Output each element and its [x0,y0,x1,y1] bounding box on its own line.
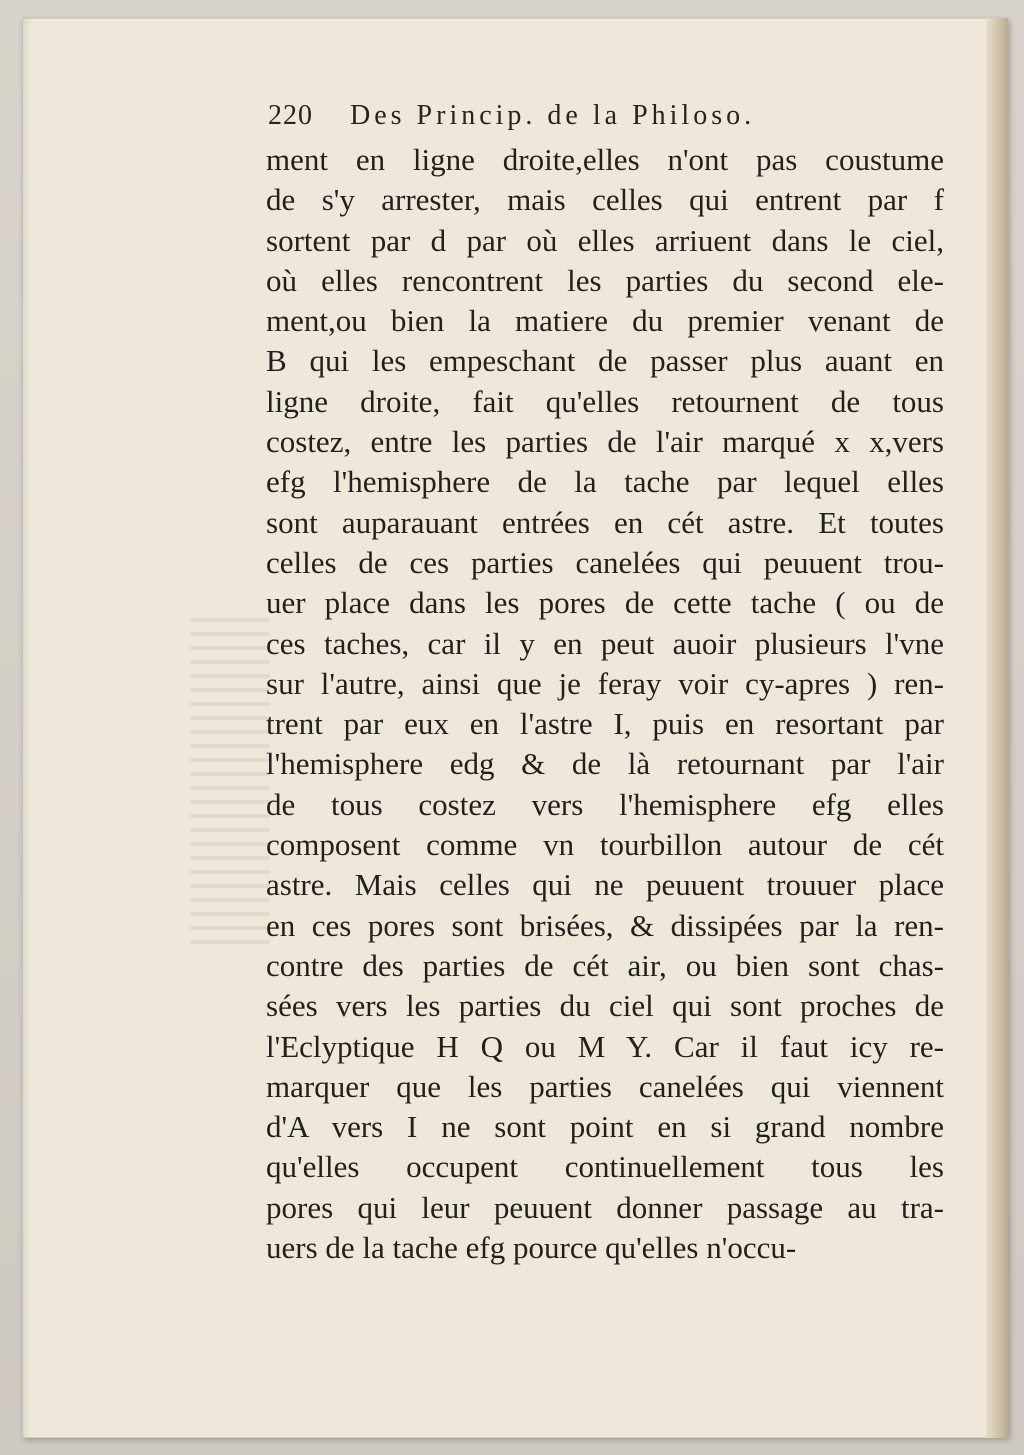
text-line: l'Eclyptique H Q ou M Y. Car il faut icy re- [266,1028,944,1064]
text-line: marquer que les parties canelées qui viennent [266,1068,944,1104]
body-text [266,140,944,1268]
page-edge [986,18,1008,1438]
show-through-marginalia [190,608,270,1128]
text-line: trent par eux en l'astre I, puis en resortant par [266,706,944,742]
text-line: costez, entre les parties de l'air marqué x x,vers [266,424,944,460]
running-title: Des Princip. de la Philoso. [350,100,756,131]
text-line: sées vers les parties du ciel qui sont proches de [266,988,944,1024]
text-line: où elles rencontrent les parties du second ele- [266,262,944,298]
text-line: ment,ou bien la matiere du premier venant de [266,303,944,339]
text-line: celles de ces parties canelées qui peuuent trou- [266,544,944,580]
text-line: astre. Mais celles qui ne peuuent trouuer place [266,867,944,903]
text-line: ces taches, car il y en peut auoir plusieurs l'vne [266,625,944,661]
text-line: l'hemisphere edg & de là retournant par l'air [266,746,944,782]
page-number: 220 [268,100,313,131]
text-line: de s'y arrester, mais celles qui entrent par f [266,182,944,218]
text-line: qu'elles occupent continuellement tous les [266,1149,944,1185]
text-line: de tous costez vers l'hemisphere efg elles [266,786,944,822]
text-line: sont auparauant entrées en cét astre. Et toutes [266,504,944,540]
running-head [268,100,948,132]
gutter-shadow [22,18,32,1438]
text-line: contre des parties de cét air, ou bien sont chas- [266,947,944,983]
text-line: uer place dans les pores de cette tache ( ou de [266,585,944,621]
text-line: en ces pores sont brisées, & dissipées par la ren- [266,907,944,943]
text-line: composent comme vn tourbillon autour de cét [266,827,944,863]
text-line: d'A vers I ne sont point en si grand nombre [266,1109,944,1145]
text-line: pores qui leur peuuent donner passage au tra- [266,1189,944,1225]
text-line: sortent par d par où elles arriuent dans le ciel, [266,222,944,258]
text-line: uers de la tache efg pource qu'elles n'occu- [266,1230,797,1266]
text-line: ment en ligne droite,elles n'ont pas coustume [266,142,944,177]
text-line: B qui les empeschant de passer plus auant en [266,343,944,379]
text-line: efg l'hemisphere de la tache par lequel elles [266,464,944,500]
text-line: sur l'autre, ainsi que je feray voir cy-apres ) ren- [266,665,944,701]
text-line: ligne droite, fait qu'elles retournent de tous [266,383,944,419]
